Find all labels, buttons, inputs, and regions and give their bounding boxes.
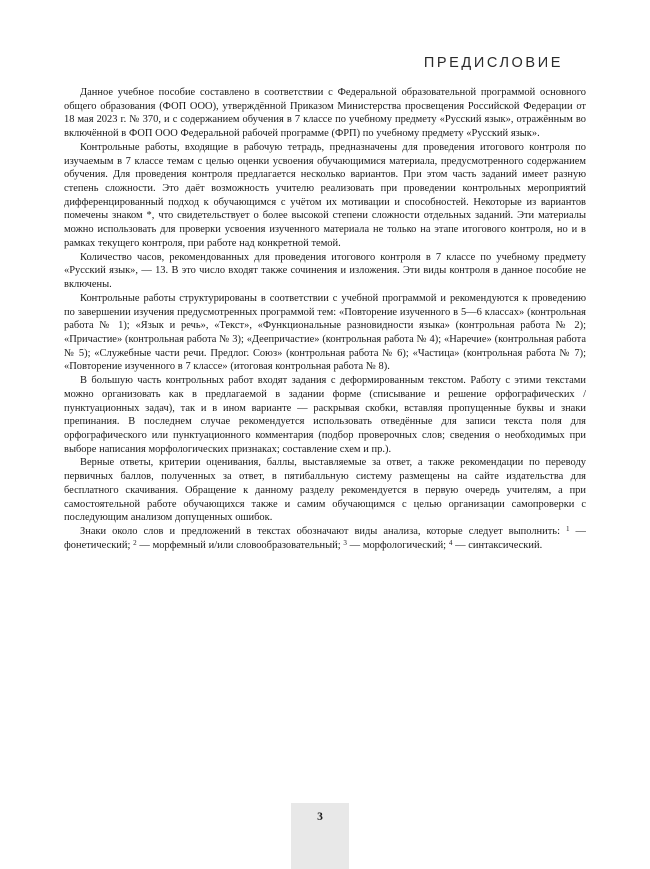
page-title: ПРЕДИСЛОВИЕ [423, 55, 563, 71]
analysis-mark-3-sup: 3 [343, 538, 347, 547]
paragraph: Контрольные работы, входящие в рабочую тетрадь, предназначены для проведения итогового контроля по изучаемым в 7 классе темам с целью оценки усвоения обучающимися материала, предусмотренного содержанием обучения. Для проведения контроля предлагается несколько вариантов. При этом часть заданий имеет разную степень сложности. Это даёт возможность учителю реализовать при проведении контрольных мероприятий дифференцированный подход к обучающимся с учётом их мотивации и способностей. Некоторые из вариантов помечены знаком *, что свидетельствует о более высокой степени сложности отдельных заданий. Эти материалы можно использовать для проверки усвоения изученного материала не только на этапе итогового контроля, но и в рамках текущего контроля, при работе над конкретной темой. [64, 141, 586, 249]
analysis-lead-text: Знаки около слов и предложений в текстах обозначают виды анализа, которые следует выполнить: [80, 526, 566, 537]
analysis-mark-2-sup: 2 [133, 538, 137, 547]
analysis-mark-1-text: — фонетический; [64, 526, 586, 551]
analysis-mark-4-sup: 4 [448, 538, 453, 547]
paragraph: Данное учебное пособие составлено в соответствии с Федеральной образовательной программой основного общего образования (ФОП ООО), утверждённой Приказом Министерства просвещения Российской Федерации от 18 мая 2023 г. № 370, и с содержанием обучения в 7 классе по учебному предмету «Русский язык», отражённым во включённой в ФОП ООО Федеральной рабочей программе (ФРП) по учебному предмету «Русский язык». [64, 87, 586, 140]
analysis-mark-4-text: — синтаксический. [452, 539, 543, 551]
paragraph: В большую часть контрольных работ входят задания с деформированным текстом. Работу с этими текстами можно организовать как в предлагаемой в задании форме (списывание и решение орфографических / пунктуационных задач), так и в ином варианте — раскрывая скобки, вставляя пропущенные буквы и знаки препинания. В последнем случае рекомендуется использовать отведённые для записи текста поля для орфографического или пунктуационного комментария (подбор проверочных слов; сведения о необходимых при выборе написания морфологических признаках; составление схем и пр.). [64, 375, 586, 455]
analysis-mark-2-text: — морфемный и/или словообразовательный; [136, 539, 344, 551]
paragraph: Верные ответы, критерии оценивания, баллы, выставляемые за ответ, а также рекомендации по переводу первичных баллов, полученных за ответ, в пятибалльную систему размещены на сайте издательства для бесплатного скачивания. Обращение к данному разделу рекомендуется в первую очередь учителям, а при самостоятельной работе обучающихся также и самим обучающимся с целью организации самопроверки с последующим анализом допущенных ошибок. [64, 457, 586, 524]
paragraph: Количество часов, рекомендованных для проведения итогового контроля в 7 классе по учебному предмету «Русский язык», — 13. В это число входят также сочинения и изложения. Эти виды контроля в данное пособие не включены. [64, 251, 586, 291]
analysis-mark-1-sup: 1 [565, 525, 570, 534]
paragraph-analysis-marks [64, 525, 586, 552]
page-footer [291, 803, 349, 869]
paragraph: Контрольные работы структурированы в соответствии с учебной программой и рекомендуются к проведению по завершении изучения предусмотренных программой тем: «Повторение изученного в 5—6 классах» (контрольная работа № 1); «Язык и речь», «Текст», «Функциональные разновидности языка» (контрольная работа № 2); «Причастие» (контрольная работа № 3); «Деепричастие» (контрольная работа № 4); «Наречие» (контрольная работа № 5); «Служебные части речи. Предлог. Союз» (контрольная работа № 6); «Частица» (контрольная работа № 7); «Повторение изученного в 7 классе» (итоговая контрольная работа № 8). [64, 292, 586, 373]
body-text [64, 86, 586, 552]
analysis-mark-3-text: — морфологический; [346, 539, 449, 551]
page-number: 3 [317, 811, 323, 823]
